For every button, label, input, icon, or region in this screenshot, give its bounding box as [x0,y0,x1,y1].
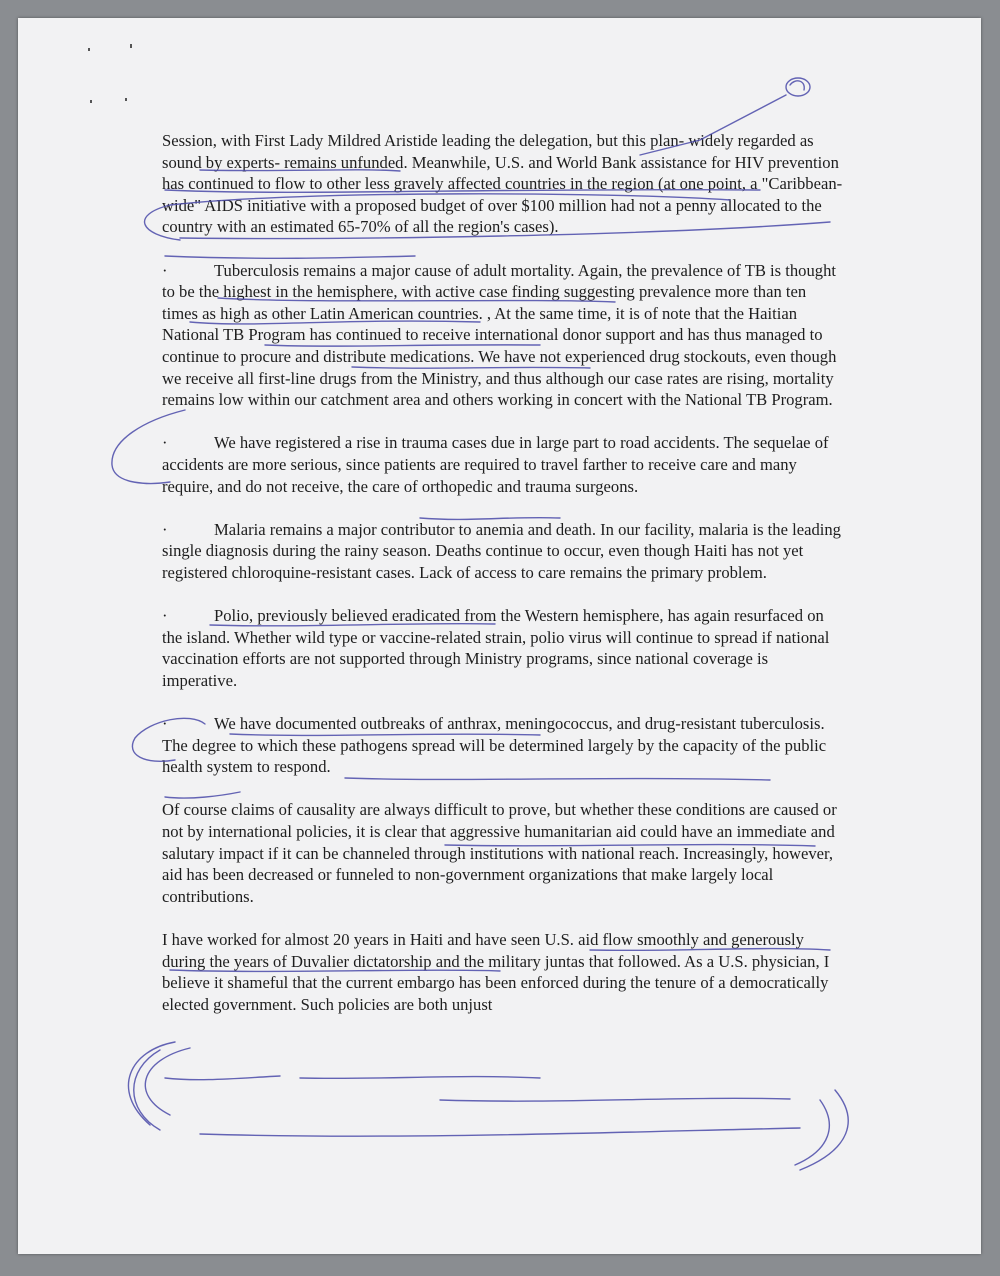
bullet-text: Tuberculosis remains a major cause of adult mortality. Again, the prevalence of TB is thought to be the highest in the hemisphere, with active case finding suggesting prevalence more than ten times as high as other Latin American countries. , At the same time, it is of note that the Haitian National TB Program has continued to receive international donor support and has thus managed to continue to procure and distribute medications. We have not experienced drug stockouts, even though we receive all first-line drugs from the Ministry, and thus although our case rates are rising, mortality remains low within our catchment area and others working in concert with the National TB Program. [162,260,837,410]
bullet-marker: · [162,260,168,280]
bullet-text: Malaria remains a major contributor to anemia and death. In our facility, malaria is the leading single diagnosis during the rainy season. Deaths continue to occur, even though Haiti has not yet registered chloroquine-resistant cases. Lack of access to care remains the primary problem. [162,519,841,582]
closing-paragraph: I have worked for almost 20 years in Haiti and have seen U.S. aid flow smoothly and generously during the years of Duvalier dictatorship and the military juntas that followed. As a U.S. physician, I believe it shameful that the current embargo has been enforced during the tenure of a democratically elected government. Such policies are both unjust [162,929,830,1014]
bullet-text: Polio, previously believed eradicated from the Western hemisphere, has again resurfaced on the island. Whether wild type or vaccine-related strain, polio virus will continue to spread if national vaccination efforts are not supported through Ministry programs, since national coverage is imperative. [162,606,830,690]
bullet-text: We have registered a rise in trauma cases due in large part to road accidents. The sequelae of accidents are more serious, since patients are required to travel farther to receive care and many require, and do not receive, the care of orthopedic and trauma surgeons. [162,433,829,496]
document-text [162,130,844,1037]
intro-paragraph: Session, with First Lady Mildred Aristide leading the delegation, but this plan- widely regarded as sound by experts- remains unfunded. Meanwhile, U.S. and World Bank assistance for HIV prevention has continued to flow to other less gravely affected countries in the region (at one point, a "Caribbean-wide" AIDS initiative with a proposed budget of over $100 million had not a penny allocated to the country with an estimated 65-70% of all the region's cases). [162,131,843,237]
bullet-trauma [162,432,844,497]
bullet-malaria [162,519,844,584]
bullet-marker: · [162,433,168,453]
bullet-marker: · [162,606,168,626]
bullet-outbreaks [162,713,844,778]
bullet-marker: · [162,519,168,539]
causality-paragraph: Of course claims of causality are always difficult to prove, but whether these conditions are caused or not by international policies, it is clear that aggressive humanitarian aid could have an immediate and salutary impact if it can be channeled through institutions with national reach. Increasingly, however, aid has been decreased or funneled to non-government organizations that make largely local contributions. [162,800,837,906]
bullet-polio [162,605,844,691]
bullet-text: We have documented outbreaks of anthrax, meningococcus, and drug-resistant tuberculosis. The degree to which these pathogens spread will be determined largely by the capacity of the public health system to respond. [162,714,827,777]
bullet-tuberculosis [162,260,844,411]
bullet-marker: · [162,714,168,734]
